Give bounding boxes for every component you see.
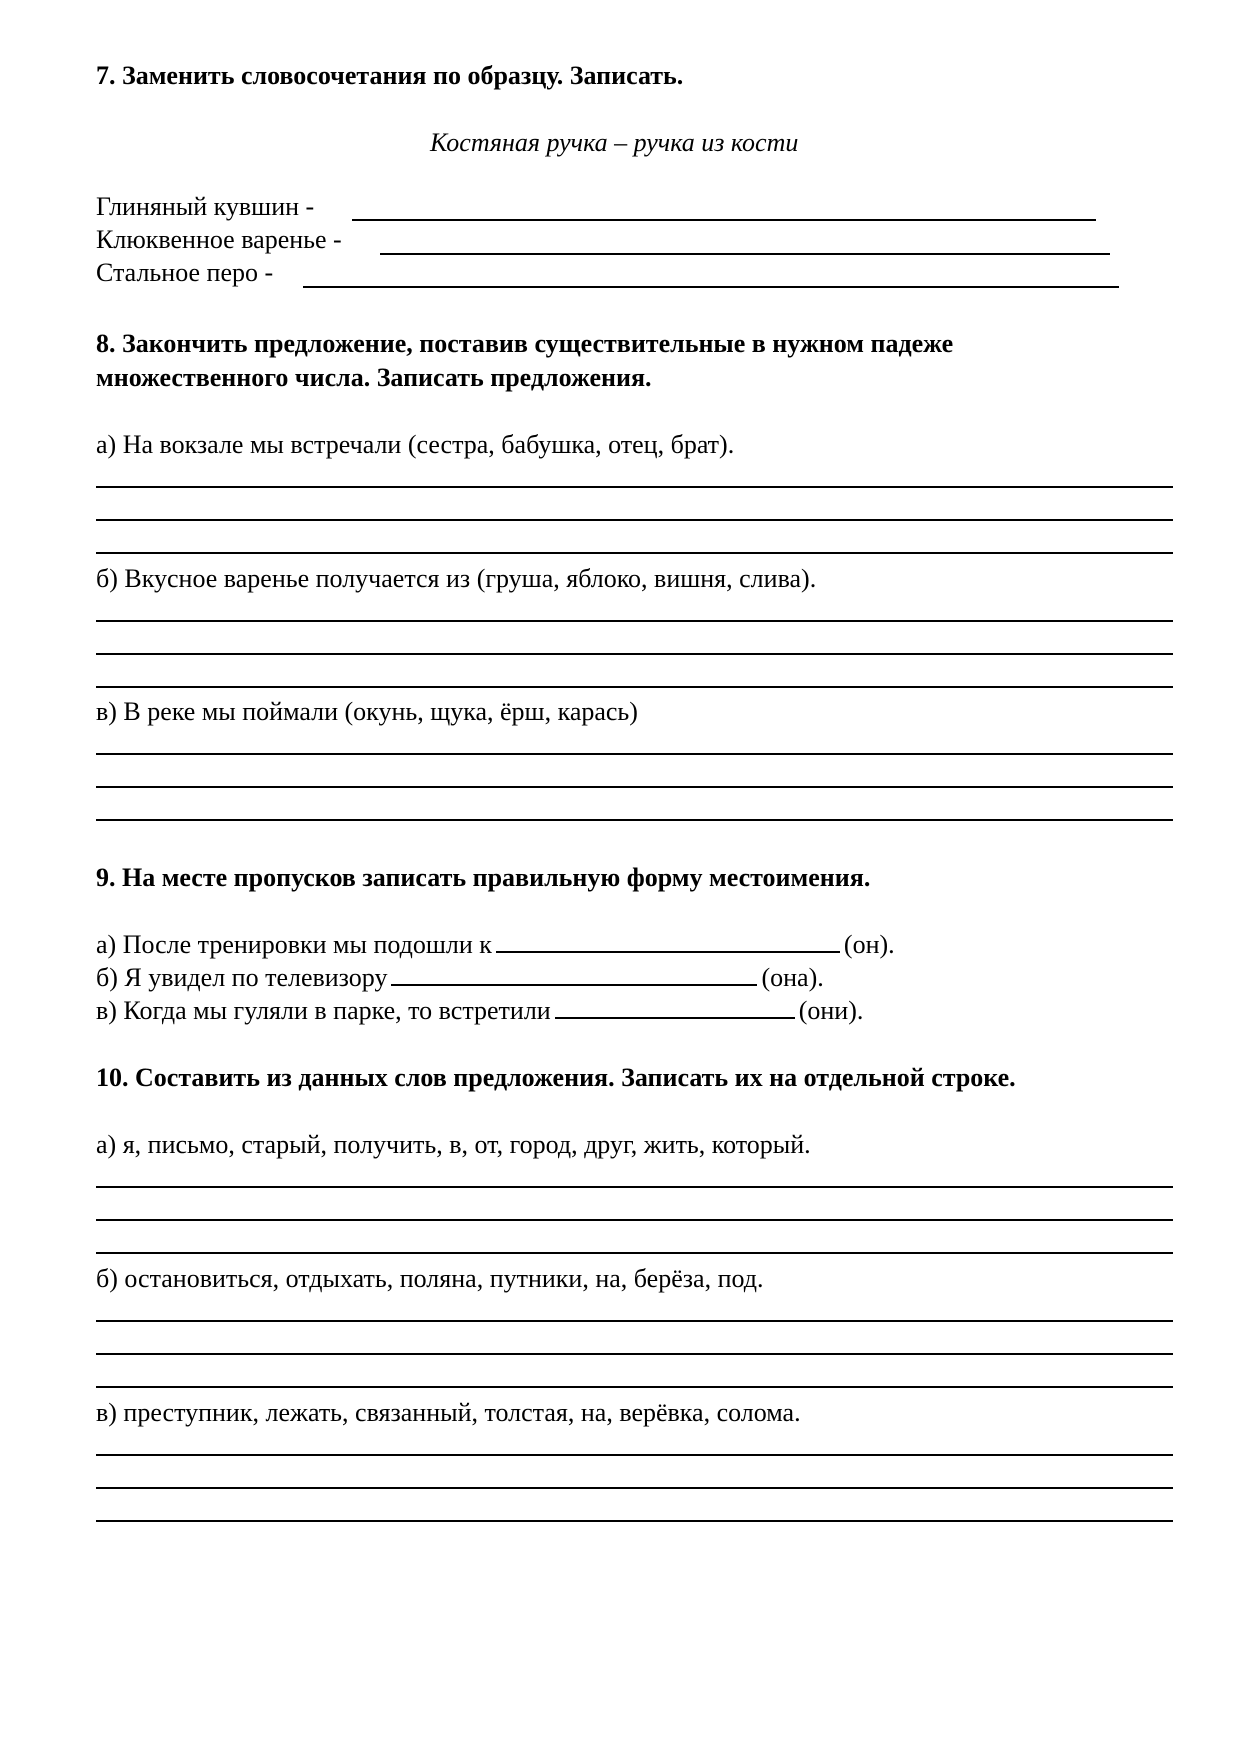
- task8-c-line-2[interactable]: [96, 786, 1173, 788]
- task8-heading-line1: 8. Закончить предложение, поставив существительные в нужном падеже: [96, 329, 954, 358]
- task7-answer-line-3[interactable]: [303, 286, 1119, 288]
- task10-item-a: а) я, письмо, старый, получить, в, от, город, друг, жить, который.: [96, 1130, 811, 1159]
- task10-a-line-2[interactable]: [96, 1219, 1173, 1221]
- task10-b-line-2[interactable]: [96, 1353, 1173, 1355]
- task10-a-line-3[interactable]: [96, 1252, 1173, 1254]
- task8-item-c: в) В реке мы поймали (окунь, щука, ёрш, карась): [96, 697, 638, 726]
- task7-item-3: [96, 256, 273, 290]
- task8-b-line-1[interactable]: [96, 620, 1173, 622]
- task10-b-line-1[interactable]: [96, 1320, 1173, 1322]
- task9-heading: 9. На месте пропусков записать правильную форму местоимения.: [96, 863, 871, 892]
- task8-item-a: а) На вокзале мы встречали (сестра, бабушка, отец, брат).: [96, 430, 735, 459]
- task7-item-2: [96, 223, 342, 257]
- task9-item-b: [96, 961, 824, 995]
- task9-item-pronoun: (он).: [843, 930, 895, 959]
- task7-answer-line-1[interactable]: [352, 219, 1096, 221]
- task9-item-text: б) Я увидел по телевизору: [96, 963, 388, 992]
- task8-a-line-2[interactable]: [96, 519, 1173, 521]
- task7-item-label: Клюквенное варенье -: [96, 225, 342, 254]
- task8-item-b: б) Вкусное варенье получается из (груша, яблоко, вишня, слива).: [96, 564, 817, 593]
- task9-c-blank[interactable]: [555, 997, 795, 1019]
- task9-item-pronoun: (она).: [761, 963, 824, 992]
- task8-c-line-1[interactable]: [96, 753, 1173, 755]
- task10-b-line-3[interactable]: [96, 1386, 1173, 1388]
- task9-item-text: в) Когда мы гуляли в парке, то встретили: [96, 996, 551, 1025]
- task8-b-line-3[interactable]: [96, 686, 1173, 688]
- task10-c-line-3[interactable]: [96, 1520, 1173, 1522]
- task8-b-line-2[interactable]: [96, 653, 1173, 655]
- task8-c-line-3[interactable]: [96, 819, 1173, 821]
- task7-item-label: Стальное перо -: [96, 258, 274, 287]
- task10-heading: 10. Составить из данных слов предложения. Записать их на отдельной строке.: [96, 1063, 1016, 1092]
- task7-heading: 7. Заменить словосочетания по образцу. Записать.: [96, 61, 684, 90]
- task9-b-blank[interactable]: [391, 964, 757, 986]
- task8-heading-line2: множественного числа. Записать предложения.: [96, 363, 652, 392]
- task7-answer-line-2[interactable]: [380, 253, 1110, 255]
- task10-c-line-2[interactable]: [96, 1487, 1173, 1489]
- task7-item-1: [96, 190, 314, 224]
- task9-item-a: [96, 928, 895, 962]
- task10-item-c: в) преступник, лежать, связанный, толстая, на, верёвка, солома.: [96, 1398, 801, 1427]
- task10-c-line-1[interactable]: [96, 1454, 1173, 1456]
- task9-a-blank[interactable]: [496, 931, 840, 953]
- task9-item-c: [96, 994, 863, 1028]
- task8-a-line-1[interactable]: [96, 486, 1173, 488]
- task9-item-pronoun: (они).: [798, 996, 864, 1025]
- task8-a-line-3[interactable]: [96, 552, 1173, 554]
- task10-a-line-1[interactable]: [96, 1186, 1173, 1188]
- task10-item-b: б) остановиться, отдыхать, поляна, путники, на, берёза, под.: [96, 1264, 764, 1293]
- task7-item-label: Глиняный кувшин -: [96, 192, 315, 221]
- task7-example: Костяная ручка – ручка из кости: [430, 128, 799, 157]
- task9-item-text: а) После тренировки мы подошли к: [96, 930, 492, 959]
